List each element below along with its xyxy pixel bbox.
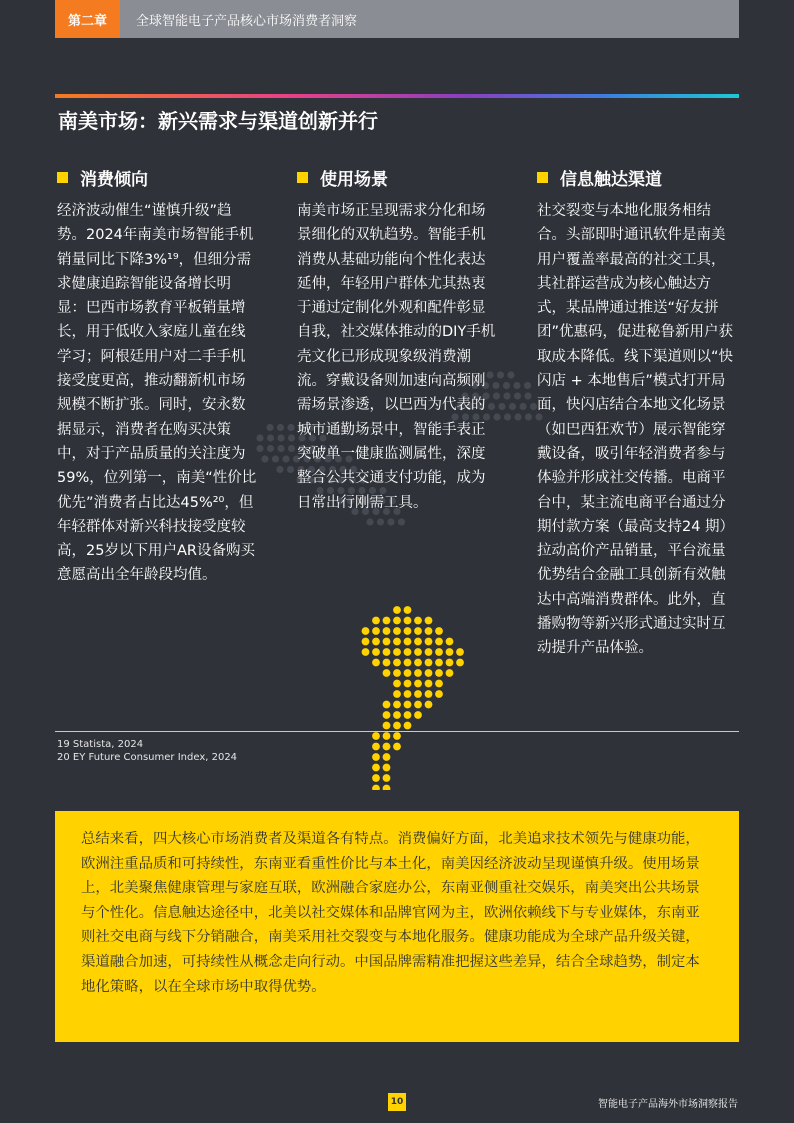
- column-heading: [297, 165, 497, 189]
- bullet-square-icon: [57, 172, 68, 183]
- column-body: 社交裂变与本地化服务相结合。头部即时通讯软件是南美用户覆盖率最高的社交工具，其社群运营成为核心触达方式，某品牌通过推送“好友拼团”优惠码，促进秘鲁新用户获取成本降低。线下渠道则以“快闪店 + 本地售后”模式打开局面，快闪店结合本地文化场景（如巴西狂欢节）展示智能穿戴设备，吸引年轻消费者参与体验并形成社交传播。电商平台中，某主流电商平台通过分期付款方案（最高支持24 期）拉动高价产品销量，平台流量优势结合金融工具创新有效触达中高端消费群体。此外，直播购物等新兴形式通过实时互动提升产品体验。: [537, 203, 735, 657]
- summary-box: [55, 811, 739, 1042]
- summary-text: 总结来看，四大核心市场消费者及渠道各有特点。消费偏好方面，北美追求技术领先与健康功能，欧洲注重品质和可持续性，东南亚看重性价比与本土化，南美因经济波动呈现谨慎升级。使用场景上，北美聚焦健康管理与家庭互联，欧洲融合家庭办公，东南亚侧重社交娱乐，南美突出公共场景与个性化。信息触达途径中，北美以社交媒体和品牌官网为主，欧洲依赖线下与专业媒体，东南亚则社交电商与线下分销融合，南美采用社交裂变与本地化服务。健康功能成为全球产品升级关键，渠道融合加速，可持续性从概念走向行动。中国品牌需精准把握这些差异，结合全球趋势，制定本地化策略，以在全球市场中取得优势。: [81, 831, 700, 995]
- column-heading-label: 消费倾向: [80, 169, 148, 190]
- bullet-square-icon: [297, 172, 308, 183]
- chapter-tag: 第二章: [55, 0, 120, 38]
- column-heading-label: 使用场景: [320, 169, 388, 190]
- column-channels: [537, 165, 737, 661]
- column-usage: [297, 165, 497, 515]
- column-heading-label: 信息触达渠道: [560, 169, 662, 190]
- column-consumption: [57, 165, 257, 588]
- footnote-divider: [55, 731, 739, 732]
- footnote-20: 20 EY Future Consumer Index, 2024: [57, 752, 238, 763]
- bullet-square-icon: [537, 172, 548, 183]
- footnotes: [57, 738, 237, 764]
- header-title: 全球智能电子产品核心市场消费者洞察: [136, 13, 358, 29]
- footer-report-title: 智能电子产品海外市场洞察报告: [598, 1099, 738, 1110]
- footnote-19: 19 Statista, 2024: [57, 739, 144, 750]
- columns: [57, 165, 739, 725]
- column-body: 经济波动催生“谨慎升级”趋势。2024年南美市场智能手机销量同比下降3%¹⁹，但细分需求健康追踪智能设备增长明显：巴西市场教育平板销量增长，用于低收入家庭儿童在线学习；阿根廷用户对二手手机接受度更高，推动翻新机市场规模不断扩张。同时，安永数据显示，消费者在购买决策中，对于产品质量的关注度为59%，位列第一，南美“性价比优先”消费者占比达45%²⁰，但年轻群体对新兴科技接受度较高，25岁以下用户AR设备购买意愿高出全年龄段均值。: [57, 203, 257, 584]
- page-number: 10: [388, 1093, 406, 1111]
- column-heading: [537, 165, 737, 189]
- section-title: 南美市场：新兴需求与渠道创新并行: [58, 109, 378, 133]
- header-bar: [55, 0, 739, 38]
- column-body: 南美市场正呈现需求分化和场景细化的双轨趋势。智能手机消费从基础功能向个性化表达延伸，年轻用户群体尤其热衷于通过定制化外观和配件彰显自我，社交媒体推动的DIY手机壳文化已形成现象级消费潮流。穿戴设备则加速向高频刚需场景渗透，以巴西为代表的城市通勤场景中，智能手表正突破单一健康监测属性，深度整合公共交通支付功能，成为日常出行刚需工具。: [297, 203, 496, 511]
- column-heading: [57, 165, 257, 189]
- gradient-divider: [55, 94, 739, 98]
